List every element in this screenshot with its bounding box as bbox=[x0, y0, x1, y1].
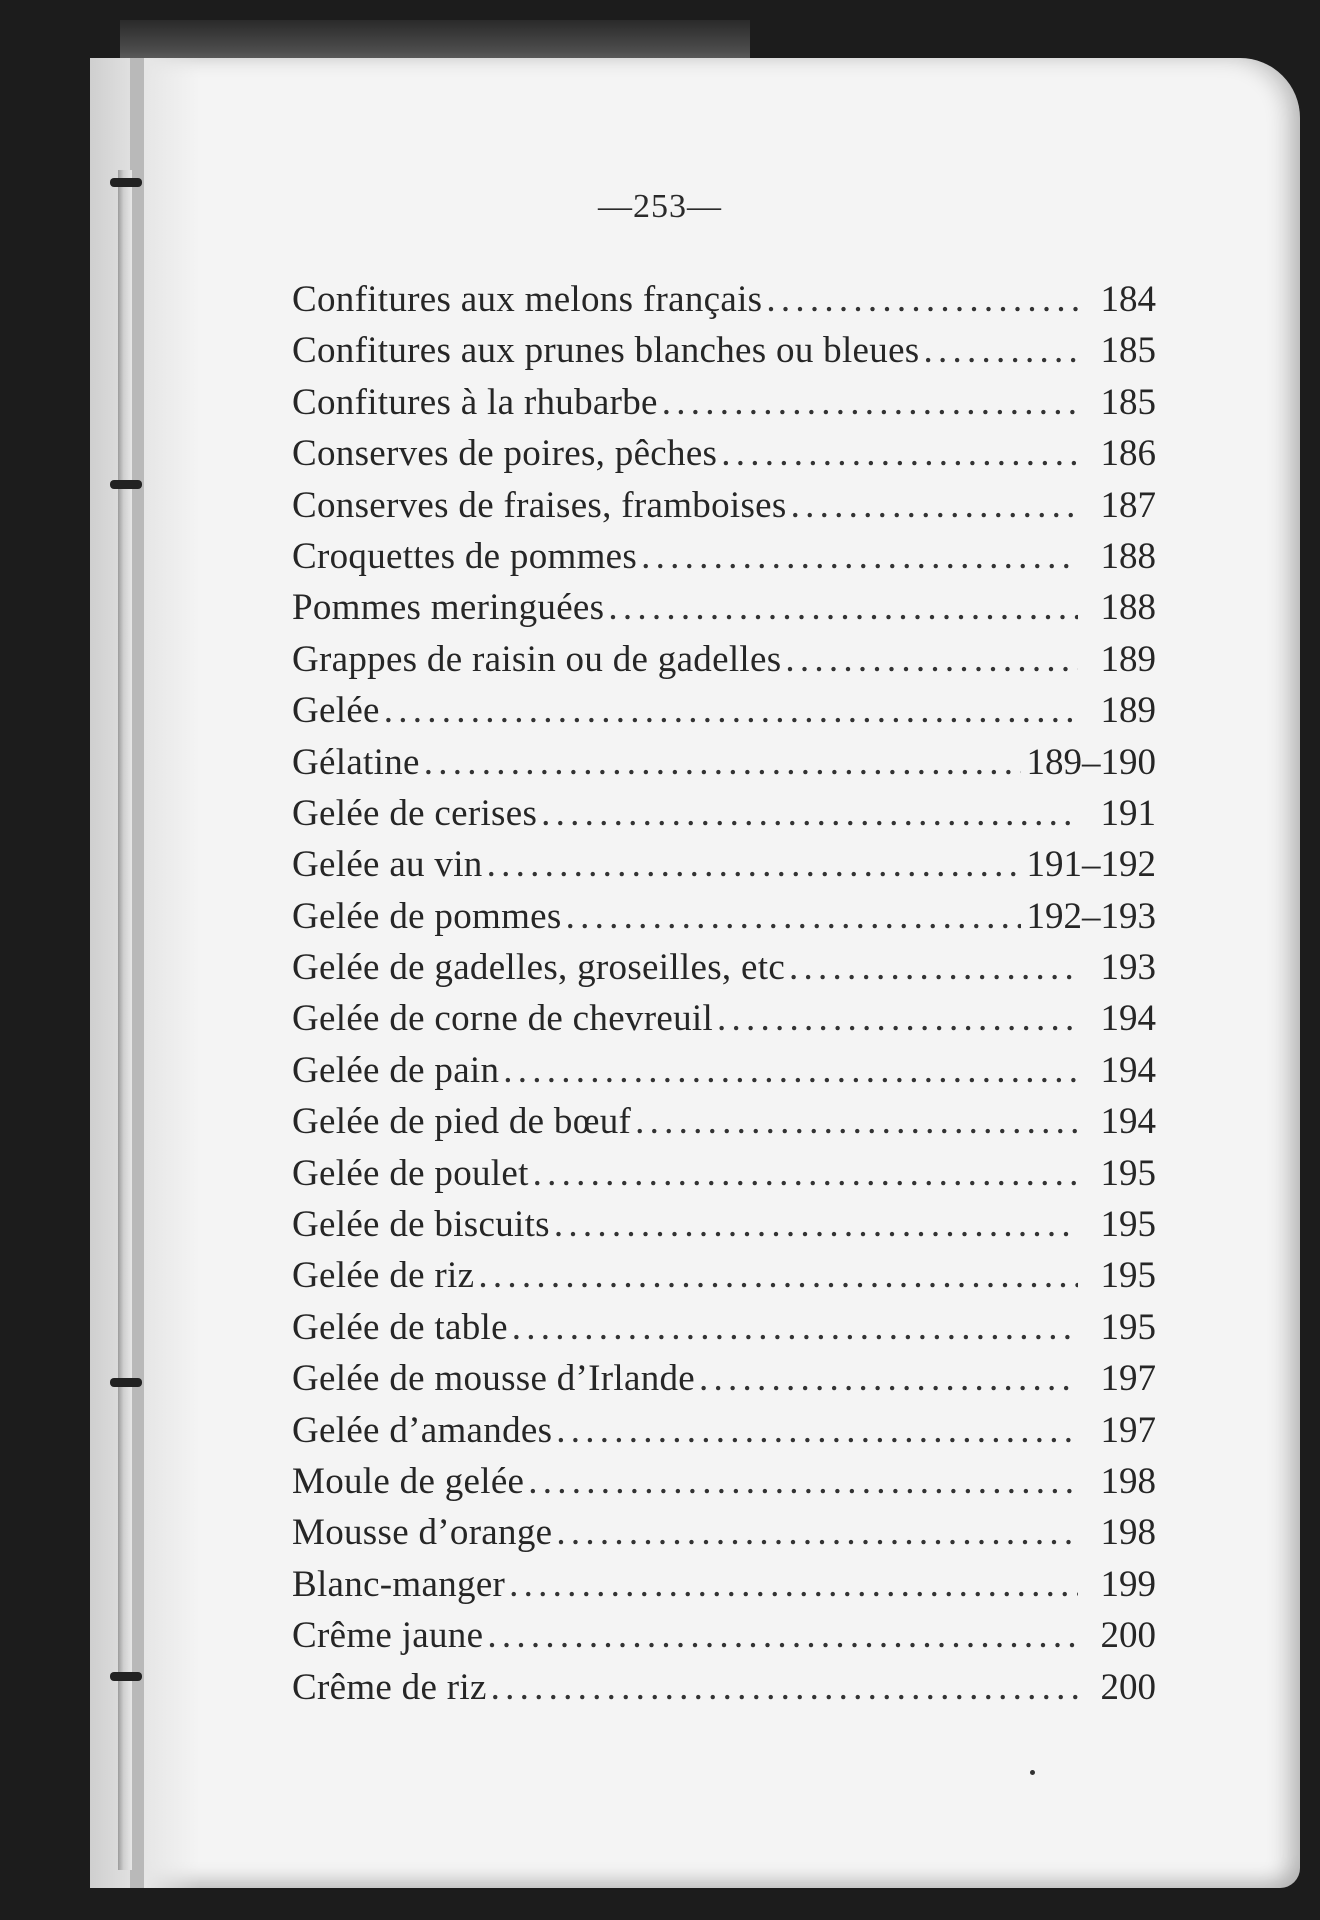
toc-entry-title: Crême de riz bbox=[292, 1666, 487, 1708]
toc-entry-title: Gélatine bbox=[292, 741, 420, 783]
dot-leader bbox=[478, 1254, 1078, 1297]
binding-stitch bbox=[110, 480, 142, 489]
toc-entry bbox=[292, 1666, 1156, 1717]
toc-entry-page: 192–193 bbox=[1026, 895, 1156, 937]
dot-leader bbox=[717, 997, 1078, 1040]
dot-leader bbox=[662, 381, 1078, 424]
dot-leader bbox=[487, 1614, 1078, 1657]
toc-entry bbox=[292, 1203, 1156, 1254]
dot-leader bbox=[384, 689, 1078, 732]
dot-leader bbox=[541, 792, 1078, 835]
toc-entry-title: Gelée de riz bbox=[292, 1255, 475, 1297]
toc-entry bbox=[292, 1254, 1156, 1305]
page-shadow bbox=[90, 58, 200, 1888]
toc-entry-page: 195 bbox=[1100, 1306, 1156, 1348]
toc-entry-page: 188 bbox=[1100, 587, 1156, 629]
toc-entry bbox=[292, 1100, 1156, 1151]
toc-entry bbox=[292, 432, 1156, 483]
toc-entry-title: Gelée de pommes bbox=[292, 895, 562, 937]
dot-leader bbox=[785, 638, 1078, 681]
dot-leader bbox=[503, 1049, 1078, 1092]
toc-entry-title: Conserves de poires, pêches bbox=[292, 433, 718, 475]
toc-entry-title: Gelée de biscuits bbox=[292, 1204, 550, 1246]
dot-leader bbox=[491, 1666, 1078, 1709]
binding-stitch bbox=[110, 1672, 142, 1681]
toc-entry-title: Gelée de pain bbox=[292, 1049, 500, 1091]
dot-leader bbox=[424, 741, 1021, 784]
toc-entry bbox=[292, 1357, 1156, 1408]
toc-entry bbox=[292, 1409, 1156, 1460]
toc-entry-title: Gelée de table bbox=[292, 1306, 508, 1348]
toc-entry-title: Confitures aux prunes blanches ou bleues bbox=[292, 330, 920, 372]
toc-entry-page: 185 bbox=[1100, 381, 1156, 423]
toc-entry-title: Gelée de cerises bbox=[292, 792, 538, 834]
dot-leader bbox=[512, 1306, 1078, 1349]
table-of-contents bbox=[292, 278, 1156, 1717]
toc-entry bbox=[292, 278, 1156, 329]
toc-entry-page: 200 bbox=[1100, 1666, 1156, 1708]
toc-entry bbox=[292, 1460, 1156, 1511]
toc-entry bbox=[292, 381, 1156, 432]
toc-entry-title: Moule de gelée bbox=[292, 1460, 525, 1502]
toc-entry bbox=[292, 586, 1156, 637]
toc-entry-title: Gelée de mousse d’Irlande bbox=[292, 1358, 696, 1400]
toc-entry-title: Blanc-manger bbox=[292, 1563, 506, 1605]
toc-entry bbox=[292, 997, 1156, 1048]
toc-entry-page: 194 bbox=[1100, 1049, 1156, 1091]
toc-entry bbox=[292, 689, 1156, 740]
toc-entry-title: Croquettes de pommes bbox=[292, 535, 638, 577]
binding-stitch bbox=[110, 1378, 142, 1387]
toc-entry-title: Mousse d’orange bbox=[292, 1512, 553, 1554]
toc-entry bbox=[292, 484, 1156, 535]
toc-entry-title: Crême jaune bbox=[292, 1615, 484, 1657]
toc-entry-title: Gelée de pied de bœuf bbox=[292, 1101, 632, 1143]
toc-entry-page: 185 bbox=[1100, 330, 1156, 372]
dot-leader bbox=[487, 843, 1021, 886]
toc-entry bbox=[292, 1563, 1156, 1614]
dot-leader bbox=[528, 1460, 1078, 1503]
page-gutter bbox=[130, 58, 144, 1888]
toc-entry-page: 191–192 bbox=[1026, 844, 1156, 886]
dot-leader bbox=[509, 1563, 1078, 1606]
toc-entry-title: Gelée de gadelles, groseilles, etc bbox=[292, 947, 786, 989]
toc-entry-page: 198 bbox=[1100, 1512, 1156, 1554]
toc-entry bbox=[292, 946, 1156, 997]
toc-entry-title: Gelée d’amandes bbox=[292, 1409, 553, 1451]
toc-entry-page: 195 bbox=[1100, 1255, 1156, 1297]
toc-entry-page: 191 bbox=[1100, 792, 1156, 834]
toc-entry bbox=[292, 1511, 1156, 1562]
toc-entry bbox=[292, 329, 1156, 380]
dot-leader bbox=[699, 1357, 1078, 1400]
dot-leader bbox=[556, 1409, 1078, 1452]
toc-entry-page: 184 bbox=[1100, 279, 1156, 320]
dot-leader bbox=[641, 535, 1078, 578]
toc-entry-page: 194 bbox=[1100, 1101, 1156, 1143]
toc-entry-page: 195 bbox=[1100, 1152, 1156, 1194]
toc-entry-page: 188 bbox=[1100, 535, 1156, 577]
paper-speck bbox=[1030, 1770, 1035, 1775]
dot-leader bbox=[554, 1203, 1078, 1246]
toc-entry-title: Conserves de fraises, framboises bbox=[292, 484, 787, 526]
toc-entry-page: 197 bbox=[1100, 1409, 1156, 1451]
dot-leader bbox=[533, 1152, 1078, 1195]
toc-entry-page: 197 bbox=[1100, 1358, 1156, 1400]
toc-entry-page: 187 bbox=[1100, 484, 1156, 526]
toc-entry bbox=[292, 792, 1156, 843]
toc-entry-title: Gelée au vin bbox=[292, 844, 483, 886]
toc-entry bbox=[292, 638, 1156, 689]
toc-entry-page: 194 bbox=[1100, 998, 1156, 1040]
toc-entry-title: Gelée de poulet bbox=[292, 1152, 529, 1194]
toc-entry bbox=[292, 1152, 1156, 1203]
toc-entry-page: 193 bbox=[1100, 947, 1156, 989]
toc-entry bbox=[292, 1049, 1156, 1100]
binding-stitch bbox=[110, 178, 142, 187]
page-number: —253— bbox=[598, 188, 722, 225]
dot-leader bbox=[791, 484, 1078, 527]
toc-entry bbox=[292, 843, 1156, 894]
dot-leader bbox=[635, 1100, 1078, 1143]
binding-strip bbox=[118, 170, 132, 1870]
dot-leader bbox=[556, 1511, 1078, 1554]
dot-leader bbox=[766, 278, 1078, 321]
toc-entry-page: 189 bbox=[1100, 690, 1156, 732]
dot-leader bbox=[608, 586, 1078, 629]
dot-leader bbox=[924, 329, 1079, 372]
toc-entry bbox=[292, 1614, 1156, 1665]
dot-leader bbox=[566, 895, 1021, 938]
toc-entry bbox=[292, 895, 1156, 946]
dot-leader bbox=[789, 946, 1078, 989]
toc-entry-title: Grappes de raisin ou de gadelles bbox=[292, 638, 782, 680]
toc-entry-title: Gelée bbox=[292, 690, 380, 732]
toc-entry-page: 200 bbox=[1100, 1615, 1156, 1657]
toc-entry-page: 186 bbox=[1100, 433, 1156, 475]
toc-entry-page: 189 bbox=[1100, 638, 1156, 680]
toc-entry-title: Gelée de corne de chevreuil bbox=[292, 998, 714, 1040]
toc-entry-page: 198 bbox=[1100, 1460, 1156, 1502]
toc-entry-page: 189–190 bbox=[1026, 741, 1156, 783]
toc-entry bbox=[292, 741, 1156, 792]
toc-entry-title: Confitures aux melons français bbox=[292, 279, 763, 320]
toc-entry-title: Confitures à la rhubarbe bbox=[292, 381, 658, 423]
toc-entry-title: Pommes meringuées bbox=[292, 587, 605, 629]
toc-entry bbox=[292, 535, 1156, 586]
toc-entry bbox=[292, 1306, 1156, 1357]
dot-leader bbox=[721, 432, 1078, 475]
toc-entry-page: 195 bbox=[1100, 1204, 1156, 1246]
toc-entry-page: 199 bbox=[1100, 1563, 1156, 1605]
